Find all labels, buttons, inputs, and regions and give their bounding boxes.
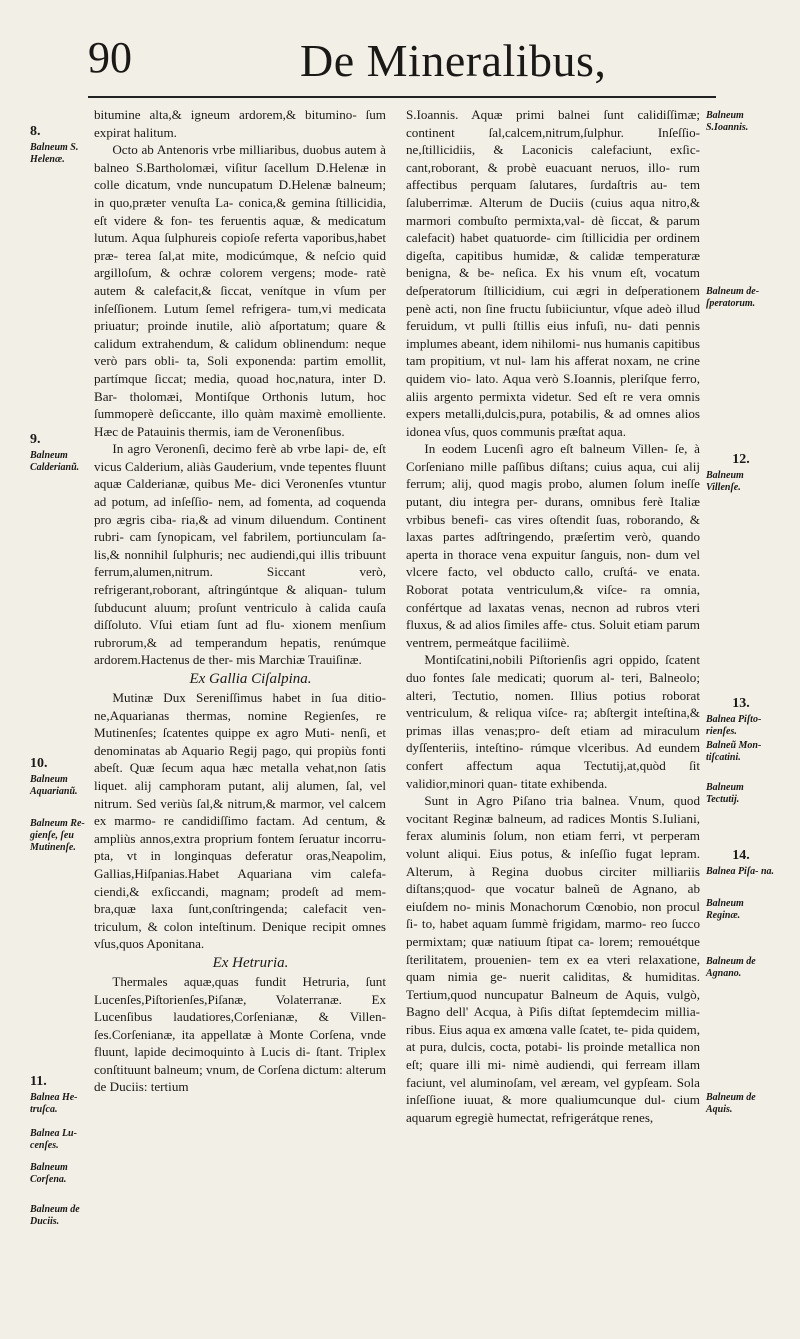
note-text: Balneum de Agnano.: [706, 956, 756, 979]
margin-note: [706, 452, 776, 494]
margin-note: [706, 740, 776, 764]
note-text: Balneum S.Ioannis.: [706, 110, 749, 133]
right-text-column: [406, 106, 700, 1126]
paragraph: In eodem Lucenſi agro eſt balneum Villen- ſe, à Corſeniano mille paſſibus diſtans; cuius aqua, cui alij ferrum; alij, quod magis probo, alumen ſolum ineſſe putant, diu integra per- durans, omnibus ferè Italiæ vrbibus benefi- cas vires oſtendit ſuas, roborando, & laxas partes adſtringendo, præſertim verò, quando aperta in thorace vena expuitur ſanguis, non- dum vel vlcere facto, vel obducto callo, cruſtá- ve enata. Roborat potata ventriculum,& viſce- ra omnia, confértque ad laxatas venas, necnon ad rubros vteri fluxus, & ad alios ſimiles affe- ctus. Soluit etiam parum ventrem, permeátque faciliimè.: [406, 441, 700, 650]
note-text: Balneum Tectutij.: [706, 782, 744, 805]
paragraph: Octo ab Antenoris vrbe milliaribus, duobus autem à balneo S.Bartholomæi, viſitur ſacellum D.Helenæ in colle dicatum, vnde nuncupatum D.Helenæ balneum; in quo,præter venuſta La- conica,& gemina ſtillicidia, eſt videre & fon- tes feruentis aquæ, & medicatum lutum. Aqua ſulphureis copioſe referta vaporibus,habet præ- terea ſal,at mite, modicúmque, & neſcio quid argilloſum, & ochræ colorem vergens; mode- ratè autem & calefacit,& ſiccat, venítque in vſum per inſeſſionem. Lutum ſemel refrigera- tum,vi medicata priuatur; proinde inutile, aliò aſportatum; quare & calidum extrahendum, & calidum oblinendum: neque verò pars obli- ta, Soli exponenda: partim emollit, partímque ſiccat; media, quoad hoc,natura, inter D. Bar- tholomæi, Montiſque Orthonis lutum, hoc ſummoperè deſiccante, illo quàm maximè emolliente. Hæc de Patauinis thermis, iam de Veronenſibus.: [94, 142, 386, 439]
note-number: 14.: [732, 848, 750, 863]
section-heading: Ex Gallia Ciſalpina.: [189, 671, 312, 687]
note-text: Balnea He- truſca.: [30, 1092, 78, 1115]
running-title: De Mineralibus,: [300, 35, 607, 86]
note-text: Balneum Corſena.: [30, 1162, 68, 1185]
note-number: 12.: [732, 452, 750, 467]
paragraph: S.Ioannis. Aquæ primi balnei ſunt calidiſſimæ; continent ſal,calcem,nitrum,ſulphur. Inſeſſio- ne,ſtillicidiis, & Laconicis calefaciunt, exſic- cant,roborant, & probè euacuant neruos, illo- rum affectibus perquam ſalutares, ſurdaſtris au- tem ſaluberrimæ. Alterum de Duciis (cuius aqua nitro,& marmori combuſto permixta,val- dè ſiccat, & parum calefacit) habet quatuorde- cim ſtillicidia per ordinem digeſta, capitibus humidæ, & calidæ temperaturæ benigna, & be- neſica. Ex his vnum eſt, vocatum deſperatorum ſtillicidium, cui ægri in deſperationem penè acti, non ſine fructu ſubiiciuntur, vſque adeò illud feruidum, vt pulli ſtillis eius infuſi, nu- dati pennis implumes abeant, idem nihilomi- nus humanis capitibus tam propitium, vt nul- lam his afferat noxam, ne crine quidem vio- lato. Aqua verò S.Ioannis, pleriſque ferro, aliis argento permixta videtur. Sed eſt re vera omnis expers metalli,dulcis,pura, potabilis, & ad omnes alios idonea vſus, quos communis præſtat aqua.: [406, 107, 700, 439]
margin-note: [30, 818, 88, 854]
note-text: Balneum Calderianũ.: [30, 450, 80, 473]
margin-note: [30, 432, 88, 474]
margin-note: [706, 1092, 776, 1116]
note-text: Balneũ Mon- tiſcatini.: [706, 740, 762, 763]
paragraph: Montiſcatini,nobili Piſtorienſis agri oppido, ſcatent duo fontes ſale medicati; quorum al- teri, Balneolo; alteri, Tectutio, nomen. Illius potius roborat ventriculum, & reliqua viſce- ra; abſtergit inteſtina,& primas illas venas;pro- deſt etiam ad miraculum dyſſenteriis, inteſtino- rúmque vlceribus. Ad eundem confert affectum aqua Tectutij,at,quòd ſit validior,minori quan- titate exhibenda.: [406, 652, 700, 791]
note-number: 9.: [30, 432, 41, 447]
margin-note: [706, 286, 776, 310]
margin-note: [706, 782, 776, 806]
paragraph: Thermales aquæ,quas fundit Hetruria, ſunt Lucenſes,Piſtorienſes,Piſanæ, Volaterranæ. Ex Lucenſibus laudatiores,Corſenianæ, & Villen- ſes.Corſenianæ, ita appellatæ à Monte Corſena, vnde fluunt, lapide decimoquinto à Lucis di- ſtant. Triplex conſtituunt balneum; vnum, de Corſena dictum: alterum de Duciis: tertium: [94, 973, 387, 1095]
margin-note: [30, 1074, 88, 1116]
note-number: 8.: [30, 124, 41, 139]
paragraph: In agro Veronenſi, decimo ferè ab vrbe lapi- de, eſt vicus Calderium, aliàs Gauderium, vnde tepentes fluunt aquæ Calderianæ, quibus Me- dici Veronenſes vtuntur ad potum, ad inſeſſio- nem, ad fomenta, ad coquenda pro ægris ciba- ria,& ad vinum diluendum. Continent rubri- cam ſynopicam, vel fabrilem, portiunculam ſa- lis,& nonnihil ſulphuris; nec audiendi,qui illis tribuunt ferrum,alumen,nitrum. Siccant verò, refrigerant,roborant, aſtringúntque & aliquan- tulum ſubducunt aluum; proſunt ventriculo à calida cauſa diſſoluto. Vſui etiam ſunt ad flu- xionem menſium rubrorum,& ad temperandum hepatis, renúmque ardorem.Hactenus de ther- mis Marchiæ Trauiſinæ.: [94, 441, 386, 668]
margin-note: [706, 110, 776, 134]
note-text: Balneum Re- gienſe, ſeu Mutinenſe.: [30, 818, 85, 853]
margin-note: [30, 1162, 88, 1186]
margin-note: [706, 898, 776, 922]
paragraph: Mutinæ Dux Sereniſſimus habet in ſua ditio- ne,Aquarianas thermas, nomine Regienſes, re Mutinenſes; ſcatentes quippe ex agro Muti- nenſi, et denominatas ab Aquario Regij pago, qui propiùs fonti abeſt. Quæ ſecum aqua hæc metalla vehat,non ſatis liquet. alij camphoram putant, alij alumen, ſal, vel nitrum. Sed veriùs ſal,& nitrum,& marmor, vel calcem ex marmo- re candidiſſimo factam. Ad centum, & ampliùs annos,extra proprium fontem ſeruatur incorru- pta, vt in longinquas deferatur oras,Neapolim, Gallias,Hiſpanias.Habet Aquariana vim calefa- ciendi,& exſiccandi, magnam; prodeſt ad mem- bra,quæ laxa ſunt,conſtringenda; calefacit ven- triculum, & colon inteſtinum. Denique recipit omnes vſus,quos Aponitana.: [94, 690, 386, 952]
paragraph: Sunt in Agro Piſano tria balnea. Vnum, quod vocitant Reginæ balneum, ad radices Montis S.Iuliani, ferax aluminis ſolum, non etiam ferri, vt perperam volunt aliqui. Eius potus, & inſeſſio fugat lepram. Alterum, à Regina duobus circiter milliariis diſtans;quod- que vocatur balneũ de Agnano, ab eiuſdem no- minis Monachorum Cœnobio, non procul ſi- to, habet aquam ſummè frigidam, marmo- reo ſucco permixtam; quæ natiuum ſtipat ca- lorem; remouétque ſterilitatem, prouenien- tem ex ea vteri relaxatione, quam nimia ge- nuerit caliditas, & humiditas. Tertium,quod nuncupatur Balneum de Aquis, vulgò, Bagno dell' Acqua, à Piſis diſtat ſeptemdecim millia- ribus. Eius aqua ex amœna valle ſcatet, te- pida quidem, at pura, dulcis, cocta, potabi- lis proinde metallica non eſt; quare illi mi- nimè audiendi, qui ferream illam faciunt, vel aluminoſam, vel æream, vel gypſeam. Sola inſeſſione iuuat, & more qualiumcunque dul- cium aquarum egregiè humectat, refrigerátque renes,: [406, 793, 700, 1125]
note-text: Balnea Piſto- rienſes.: [706, 714, 762, 737]
note-number: 11.: [30, 1074, 47, 1089]
margin-note: [30, 1128, 88, 1152]
margin-note: [706, 956, 776, 980]
margin-note: [30, 1204, 88, 1228]
note-number: 13.: [732, 696, 750, 711]
note-text: Balneum Villenſe.: [706, 470, 744, 493]
margin-note: [706, 696, 776, 738]
note-text: Balnea Lu- cenſes.: [30, 1128, 77, 1151]
note-text: Balneum S. Helenæ.: [30, 142, 79, 165]
note-number: 10.: [30, 756, 48, 771]
left-text-column: [94, 106, 386, 1096]
margin-note: [30, 756, 88, 798]
note-text: Balnea Piſa- na.: [706, 866, 775, 877]
note-text: Balneum Aquarianũ.: [30, 774, 78, 797]
note-text: Balneum de- ſperatorum.: [706, 286, 760, 309]
note-text: Balneum de Duciis.: [30, 1204, 80, 1227]
note-text: Balneum de Aquis.: [706, 1092, 756, 1115]
paragraph: bitumine alta,& igneum ardorem,& bitumino- ſum expirat halitum.: [94, 107, 386, 140]
header-rule: [88, 96, 716, 98]
margin-note: [30, 124, 88, 166]
section-heading: Ex Hetruria.: [212, 954, 289, 971]
page-number: 90: [88, 33, 132, 82]
note-text: Balneum Reginæ.: [706, 898, 744, 921]
margin-note: [706, 848, 776, 878]
